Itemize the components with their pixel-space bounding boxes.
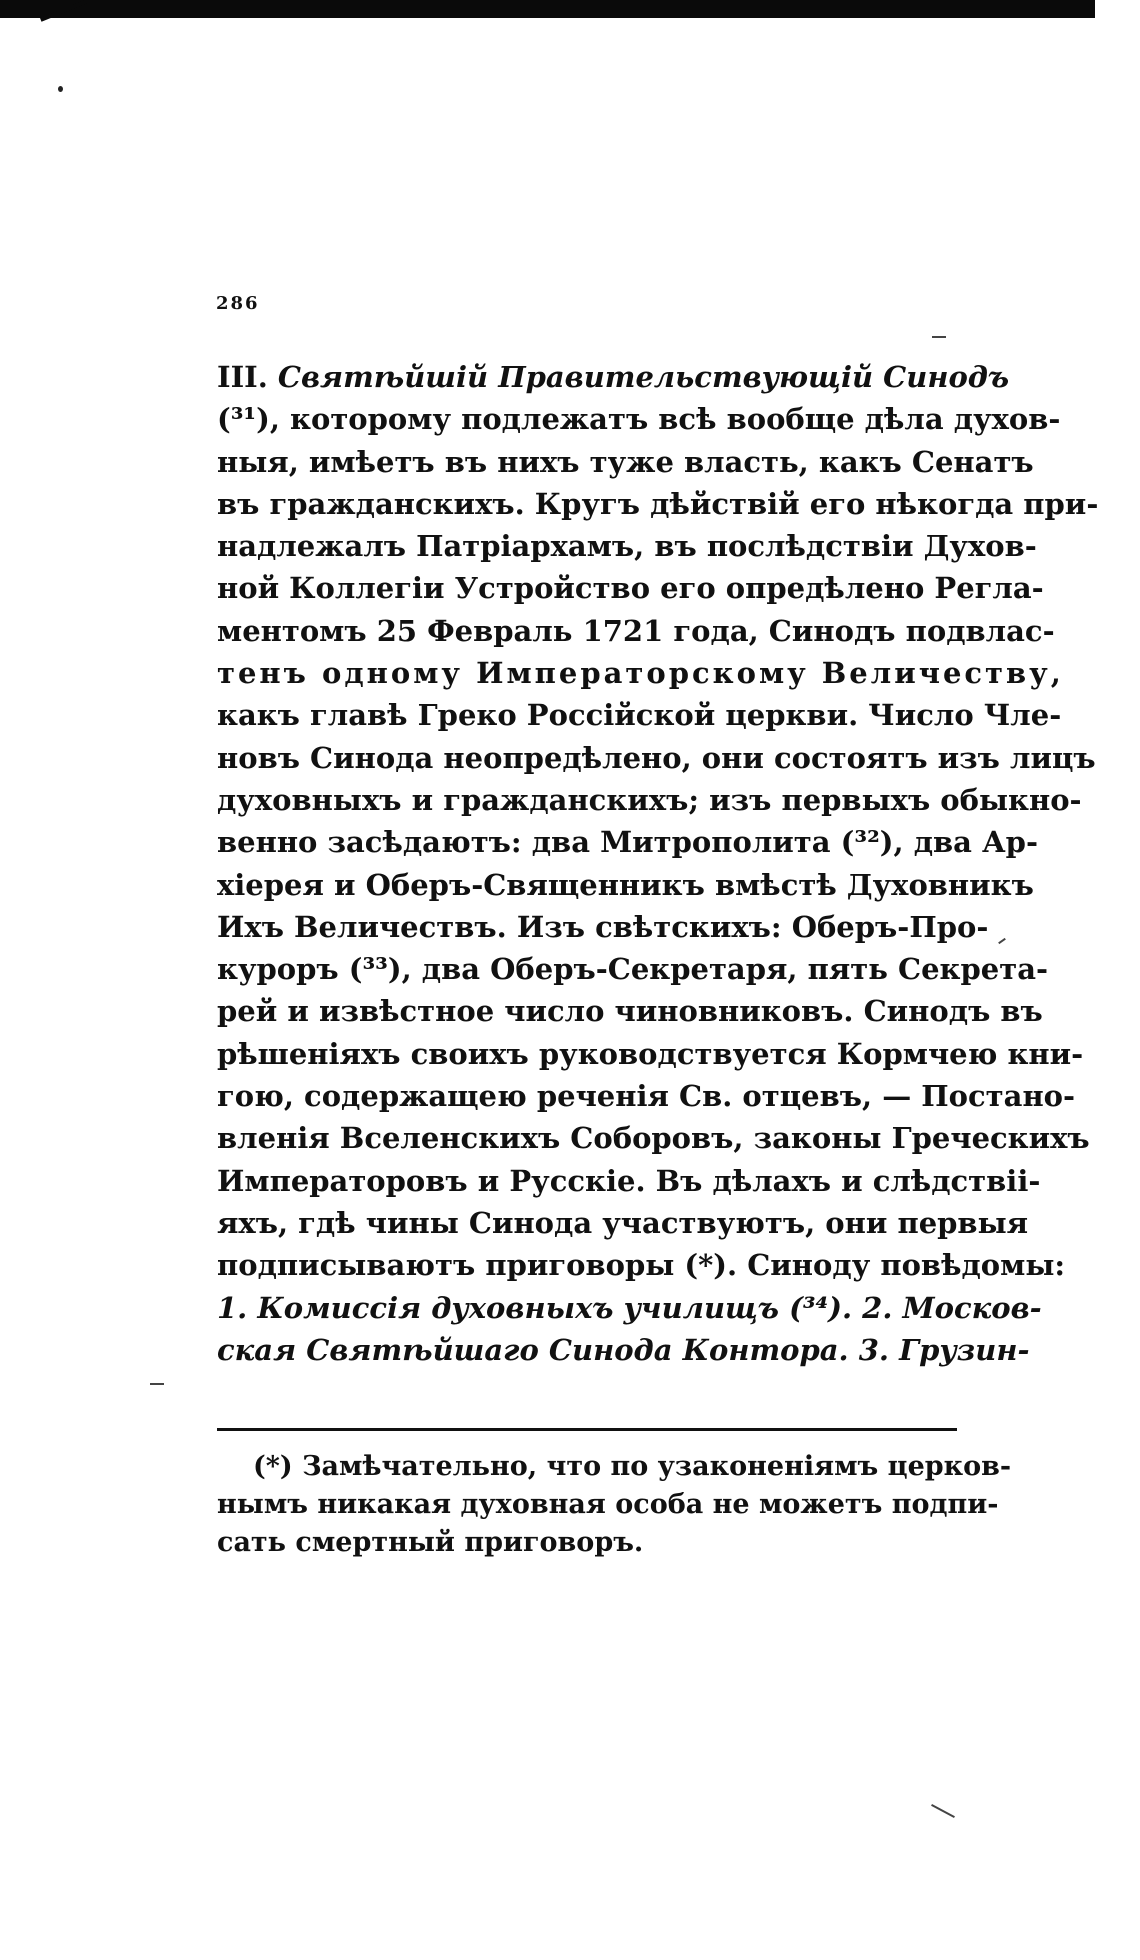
body-line: гою, содержащею реченія Св. отцевъ, — Постано- — [217, 1079, 1076, 1114]
body-line: духовныхъ и гражданскихъ; изъ первыхъ обыкно- — [217, 782, 1082, 817]
scan-speck — [58, 86, 63, 92]
body-line: яхъ, гдѣ чины Синода участвуютъ, они первыя — [217, 1205, 1029, 1240]
body-line: Ихъ Величествъ. Изъ свѣтскихъ: Оберъ-Про- — [217, 909, 989, 944]
footnote-divider — [217, 1428, 957, 1431]
scan-margin-tick — [150, 1383, 164, 1385]
scan-margin-tick — [931, 1804, 955, 1818]
body-line-text — [217, 360, 1009, 394]
section-title: Святѣйшій Правительствующій Синодъ — [277, 360, 1010, 394]
body-line: хіерея и Оберъ-Священникъ вмѣстѣ Духовникъ — [217, 867, 1034, 902]
section-numeral: III. — [217, 360, 278, 394]
body-line: надлежалъ Патріархамъ, въ послѣдствіи Духов- — [217, 529, 1037, 564]
body-text — [217, 356, 1099, 1371]
scan-margin-tick — [998, 938, 1006, 944]
body-line: Императоровъ и Русскіе. Въ дѣлахъ и слѣдствіі- — [217, 1163, 1041, 1198]
footnote-line: (*) Замѣчательно, что по узаконеніямъ церков- — [253, 1451, 1012, 1482]
body-line: новъ Синода неопредѣлено, они состоятъ изъ лицъ — [217, 740, 1096, 775]
body-line: (³¹), которому подлежатъ всѣ вообще дѣла духов- — [217, 402, 1061, 437]
footnote — [217, 1448, 1012, 1562]
body-line: какъ главѣ Греко Россійской церкви. Число Чле- — [217, 698, 1062, 733]
body-line: ной Коллегіи Устройство его опредѣлено Регла- — [217, 571, 1044, 606]
body-line: ментомъ 25 Февраль 1721 года, Синодъ подвлас- — [217, 613, 1055, 648]
footnote-line: нымъ никакая духовная особа не можетъ подпи- — [217, 1489, 999, 1520]
body-line: 1. Комиссія духовныхъ училищъ (³⁴). 2. Москов- — [217, 1290, 1042, 1325]
body-line: подписываютъ приговоры (*). Синоду повѣдомы: — [217, 1248, 1066, 1283]
body-line: рѣшеніяхъ своихъ руководствуется Кормчею кни- — [217, 1036, 1084, 1071]
body-line: тенъ одному Императорскому Величеству, — [217, 656, 1064, 691]
body-line: куроръ (³³), два Оберъ-Секретаря, пять Секрета- — [217, 952, 1049, 987]
page-number: 286 — [216, 293, 260, 314]
scan-top-edge — [0, 0, 1095, 18]
body-line: рей и извѣстное число чиновниковъ. Синодъ въ — [217, 994, 1043, 1029]
body-line: ныя, имѣетъ въ нихъ туже власть, какъ Сенатъ — [217, 444, 1034, 479]
body-line: вленія Вселенскихъ Соборовъ, законы Греческихъ — [217, 1121, 1090, 1156]
body-line: венно засѣдаютъ: два Митрополита (³²), два Ар- — [217, 825, 1038, 860]
body-line: въ гражданскихъ. Кругъ дѣйствій его нѣкогда при- — [217, 486, 1099, 521]
body-line — [217, 356, 1010, 398]
footnote-line: сать смертный приговоръ. — [217, 1527, 644, 1558]
body-line: ская Святѣйшаго Синода Контора. 3. Грузин- — [217, 1332, 1030, 1367]
scan-margin-tick — [932, 336, 946, 338]
